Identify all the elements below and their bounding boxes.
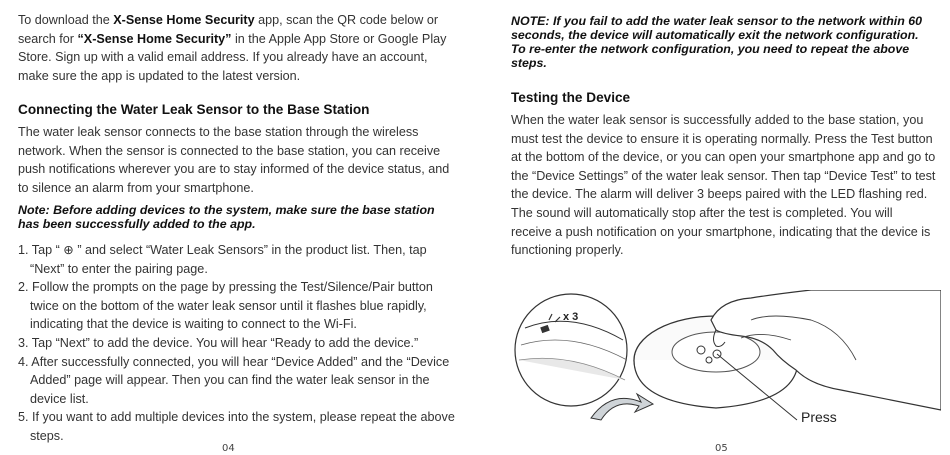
testing-paragraph: When the water leak sensor is successfully added to the base station, you must test the device to ensure it is operating normally. Press the Test button at the bottom of the device, or you can open your smartphone app and go to the “Device Settings” of the water leak sensor. Then tap “Device Test” to test the device. The alarm will deliver 3 beeps paired with the LED flashing red. The sound will automatically stop after the test is completed. You will receive a push notification on your smartphone, indicating that the device is functioning properly.: [511, 113, 936, 258]
page-number: 04: [222, 443, 235, 454]
section-heading-connecting: Connecting the Water Leak Sensor to the Base Station: [18, 102, 370, 117]
app-name-quoted: “X-Sense Home Security”: [77, 31, 232, 46]
note-base-station: Note: Before adding devices to the system, make sure the base station has been successfully added to the app.: [18, 203, 435, 231]
add-plus-icon: ⊕: [63, 243, 74, 257]
step-text: ” and select “Water Leak Sensors” in the product list. Then, tap “Next” to enter the pairing page.: [30, 243, 427, 276]
list-item: 5. If you want to add multiple devices into the system, please repeat the above steps.: [18, 410, 455, 443]
list-item: 3. Tap “Next” to add the device. You will hear “Ready to add the device.”: [18, 335, 419, 350]
step-text: 1. Tap “: [18, 243, 64, 257]
section-heading-testing: Testing the Device: [511, 90, 631, 105]
intro-text: To download the: [18, 13, 114, 27]
beep-count-label: x 3: [563, 311, 579, 323]
intro-text: in the Apple App Store or Google Play Store. Sign up with a valid email address. If you already have an account, make sure the app is updated to the latest version.: [18, 31, 447, 83]
pairing-steps-list: [18, 241, 458, 446]
test-button-illustration: [511, 290, 941, 440]
intro-paragraph: [18, 11, 458, 85]
note-network-timeout: NOTE: If you fail to add the water leak sensor to the network within 60 seconds, the device will automatically exit the network configuration. To re-enter the network configuration, you need to repeat the above steps.: [511, 14, 923, 70]
press-label: Press: [801, 409, 837, 425]
page-number: 05: [715, 443, 728, 454]
intro-text: app, scan the QR code below or search for: [18, 13, 439, 46]
app-name: X-Sense Home Security: [113, 13, 255, 27]
device-press-drawing: [511, 290, 941, 440]
list-item: 2. Follow the prompts on the page by pressing the Test/Silence/Pair button twice on the bottom of the water leak sensor until it flashes blue rapidly, indicating that the device is waiting to connect to the Wi-Fi.: [18, 280, 433, 332]
right-page: [475, 0, 950, 455]
connecting-paragraph: The water leak sensor connects to the base station through the wireless network. When the sensor is connected to the base station, you can receive push notifications wherever you are to stay informed of the device status, and to silence an alarm from your smartphone.: [18, 125, 450, 195]
list-item: 4. After successfully connected, you will hear “Device Added” and the “Device Added” page will appear. Then you can find the water leak sensor in the device list.: [18, 354, 450, 406]
list-item: [18, 241, 458, 278]
